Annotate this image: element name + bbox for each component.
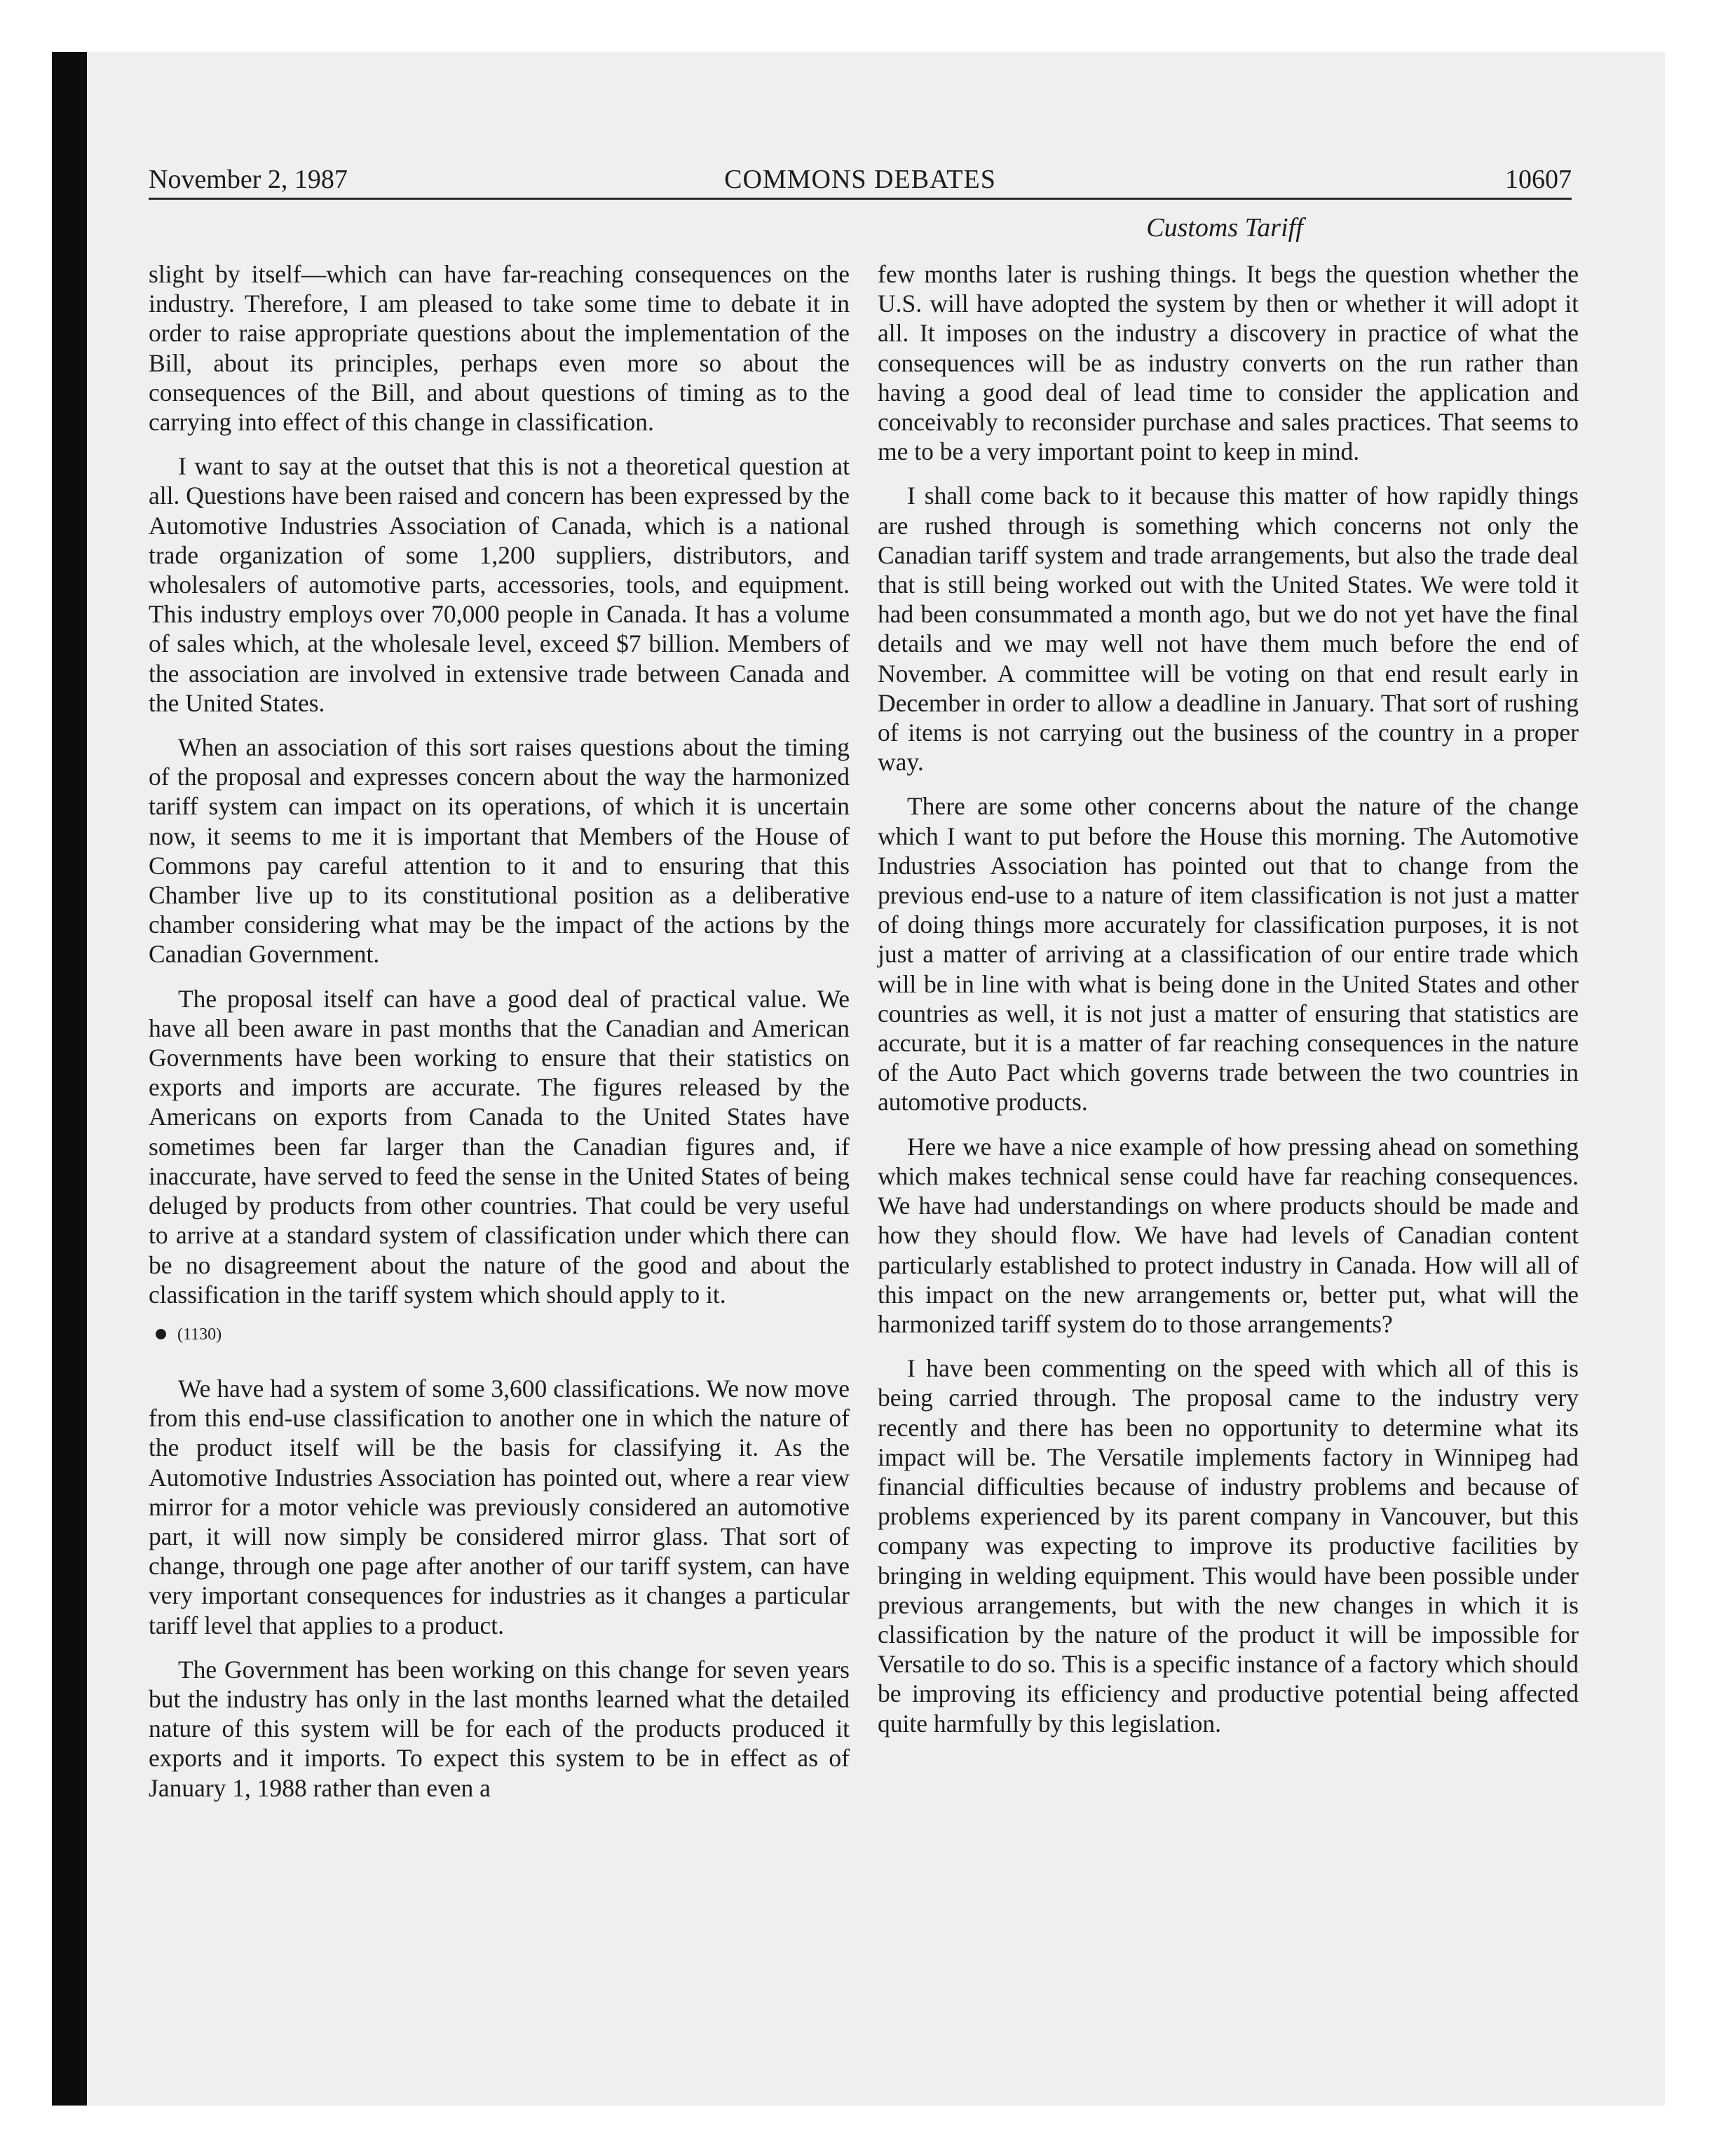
header-title: COMMONS DEBATES — [724, 165, 996, 194]
paragraph: few months later is rushing things. It begs the question whether the U.S. will have adopted the system by then or whether it will adopt it all. It imposes on the industry a discovery in practice of what the consequences will be as industry converts on the run rather than having a good deal of lead time to consider the application and conceivably to reconsider purchase and sales practices. That seems to me to be a very important point to keep in mind. — [878, 260, 1579, 466]
bullet-icon — [156, 1329, 166, 1339]
section-title: Customs Tariff — [1146, 213, 1303, 243]
paragraph: When an association of this sort raises questions about the timing of the proposal and expresses concern about the way the harmonized tariff system can impact on its operations, of which it is uncertain now, it seems to me it is important that Members of the House of Commons pay careful attention to it and to ensuring that this Chamber live up to its constitutional position as a deliberative chamber considering what may be the impact of the actions by the Canadian Government. — [149, 733, 850, 969]
paragraph: We have had a system of some 3,600 classifications. We now move from this end-use classification to another one in which the nature of the product itself will be the basis for classifying it. As the Automotive Industries Association has pointed out, where a rear view mirror for a motor vehicle was previously considered an automotive part, it will now simply be considered mirror glass. That sort of change, through one page after another of our tariff system, can have very important consequences for industries as it changes a particular tariff level that applies to a product. — [149, 1374, 850, 1639]
time-marker-label: (1130) — [177, 1325, 222, 1344]
paragraph: I shall come back to it because this matter of how rapidly things are rushed through is something which concerns not only the Canadian tariff system and trade arrangements, but also the trade deal that is still being worked out with the United States. We were told it had been consummated a month ago, but we do not yet have the final details and we may well not have them much before the end of November. A committee will be voting on that end result early in December in order to allow a deadline in January. That sort of rushing of items is not carrying out the business of the country in a proper way. — [878, 482, 1579, 777]
page-header — [149, 161, 1572, 200]
paragraph: The Government has been working on this change for seven years but the industry has only in the last months learned what the detailed nature of this system will be for each of the products produced it exports and it imports. To expect this system to be in effect as of January 1, 1988 rather than even a — [149, 1655, 850, 1802]
paragraph: There are some other concerns about the nature of the change which I want to put before the House this morning. The Automotive Industries Association has pointed out that to change from the previous end-use to a nature of item classification is not just a matter of doing things more accurately for classification purposes, it is not just a matter of arriving at a classification of our entire trade which will be in line with what is being done in the United States and other countries as well, it is not just a matter of ensuring that statistics are accurate, but it is a matter of far reaching consequences in the nature of the Auto Pact which governs trade between the two countries in automotive products. — [878, 792, 1579, 1117]
paragraph: I want to say at the outset that this is not a theoretical question at all. Questions have been raised and concern has been expressed by the Automotive Industries Association of Canada, which is a national trade organization of some 1,200 suppliers, distributors, and wholesalers of automotive parts, accessories, tools, and equipment. This industry employs over 70,000 people in Canada. It has a volume of sales which, at the wholesale level, exceed $7 billion. Members of the association are involved in extensive trade between Canada and the United States. — [149, 452, 850, 717]
right-column — [878, 259, 1579, 1753]
paragraph: The proposal itself can have a good deal of practical value. We have all been aware in past months that the Canadian and American Governments have been working to ensure that their statistics on exports and imports are accurate. The figures released by the Americans on exports from Canada to the United States have sometimes been far larger than the Canadian figures and, if inaccurate, have served to feed the sense in the United States of being deluged by products from other countries. That could be very useful to arrive at a standard system of classification under which there can be no disagreement about the nature of the good and about the classification in the tariff system which should apply to it. — [149, 984, 850, 1309]
paragraph: slight by itself—which can have far-reaching consequences on the industry. Therefore, I am pleased to take some time to debate it in order to raise appropriate questions about the implementation of the Bill, about its principles, perhaps even more so about the consequences of the Bill, and about questions of timing as to the carrying into effect of this change in classification. — [149, 260, 850, 437]
header-date: November 2, 1987 — [149, 165, 348, 194]
time-marker — [156, 1324, 850, 1345]
header-page-number: 10607 — [1505, 165, 1572, 194]
paragraph: I have been commenting on the speed with which all of this is being carried through. The proposal came to the industry very recently and there has been no opportunity to determine what its impact will be. The Versatile implements factory in Winnipeg had financial difficulties because of industry problems and because of problems experienced by its parent company in Vancouver, but this company was expecting to improve its productive facilities by bringing in welding equipment. This would have been possible under previous arrangements, but with the new changes in which it is classification by the nature of the product it will be impossible for Versatile to do so. This is a specific instance of a factory which should be improving its efficiency and productive potential being affected quite harmfully by this legislation. — [878, 1354, 1579, 1738]
paragraph: Here we have a nice example of how pressing ahead on something which makes technical sense could have far reaching consequences. We have had understandings on where products should be made and how they should flow. We have had levels of Canadian content particularly established to protect industry in Canada. How will all of this impact on the new arrangements or, better put, what will the harmonized tariff system do to those arrangements? — [878, 1132, 1579, 1338]
left-column — [149, 259, 850, 1817]
scan-edge — [52, 52, 87, 2106]
